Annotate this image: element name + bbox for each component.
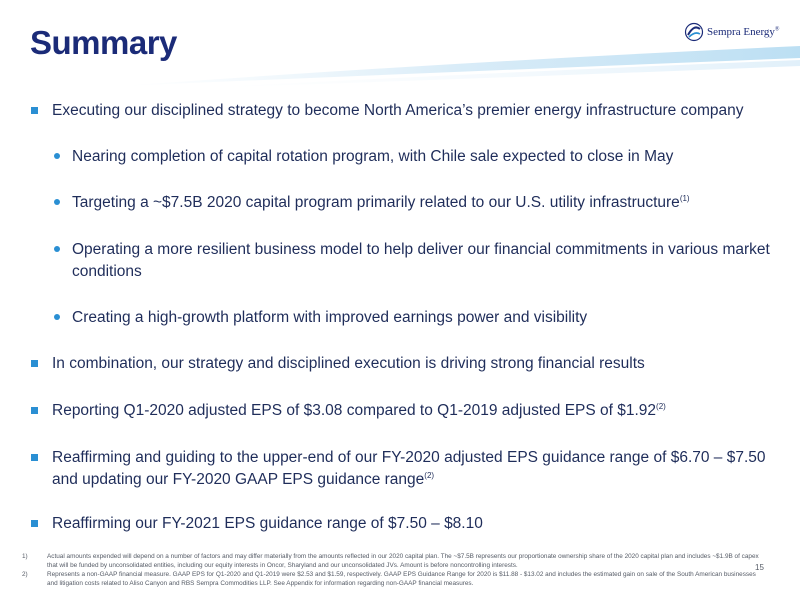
page-number: 15 — [755, 563, 764, 572]
subbullet-capital-program: Targeting a ~$7.5B 2020 capital program primarily related to our U.S. utility infrastructure$^{(1)}$ — [72, 193, 690, 211]
square-bullet-icon — [31, 454, 38, 461]
bullet-financial-results: In combination, our strategy and disciplined execution is driving strong financial results — [52, 355, 645, 372]
bullet-fy2021-guidance: Reaffirming our FY-2021 EPS guidance range of $7.50 – $8.10 — [52, 515, 483, 532]
square-bullet-icon — [31, 520, 38, 527]
page-title: Summary — [30, 24, 177, 61]
subbullet-resilient-model: Operating a more resilient business model to help deliver our financial commitments in various market conditions — [72, 241, 770, 280]
sempra-logo — [684, 22, 779, 42]
square-bullet-icon — [31, 407, 38, 414]
square-bullet-icon — [31, 107, 38, 114]
footnote-1: 1) Actual amounts expended will depend on a number of factors and may differ materially from the amounts reflected in our 2020 capital plan. The ~$7.5B represents our proportionate ownership share of the 2020 capital plan and includes ~$1.9B of capex that will be funded by unconsolidated entities, including our equity interests in Oncor, Sharyland and our unconsolidated JVs. Amount is before noncontrolling interests. — [22, 553, 759, 569]
bullet-fy2020-guidance: Reaffirming and guiding to the upper-end of our FY-2020 adjusted EPS guidance range of $6.70 – $7.50 and updating our FY-2020 GAAP EPS guidance range$^{(2)}$ — [52, 449, 766, 488]
dot-bullet-icon — [54, 153, 60, 159]
subbullet-capital-rotation: Nearing completion of capital rotation program, with Chile sale expected to close in May — [72, 148, 674, 165]
footnote-2: 2) Represents a non-GAAP financial measure. GAAP EPS for Q1-2020 and Q1-2019 were $2.53 and $1.59, respectively. GAAP EPS Guidance Range for 2020 is $11.88 - $13.02 and includes the estimated gain on sale of the South American businesses and litigation costs related to Aliso Canyon and RBS Sempra Commodities LLP. See Appendix for information regarding non-GAAP financial measures. — [22, 571, 756, 587]
logo-text: Sempra Energy® — [707, 26, 780, 38]
square-bullet-icon — [31, 360, 38, 367]
sempra-logo-icon — [684, 22, 704, 42]
dot-bullet-icon — [54, 246, 60, 252]
subbullet-growth-platform: Creating a high-growth platform with improved earnings power and visibility — [72, 309, 588, 326]
bullet-strategy: Executing our disciplined strategy to become North America’s premier energy infrastructure company — [52, 102, 744, 119]
footnotes — [22, 552, 762, 588]
dot-bullet-icon — [54, 199, 60, 205]
bullet-q1-eps: Reporting Q1-2020 adjusted EPS of $3.08 compared to Q1-2019 adjusted EPS of $1.92$^{(2)}$ — [52, 401, 666, 419]
dot-bullet-icon — [54, 314, 60, 320]
